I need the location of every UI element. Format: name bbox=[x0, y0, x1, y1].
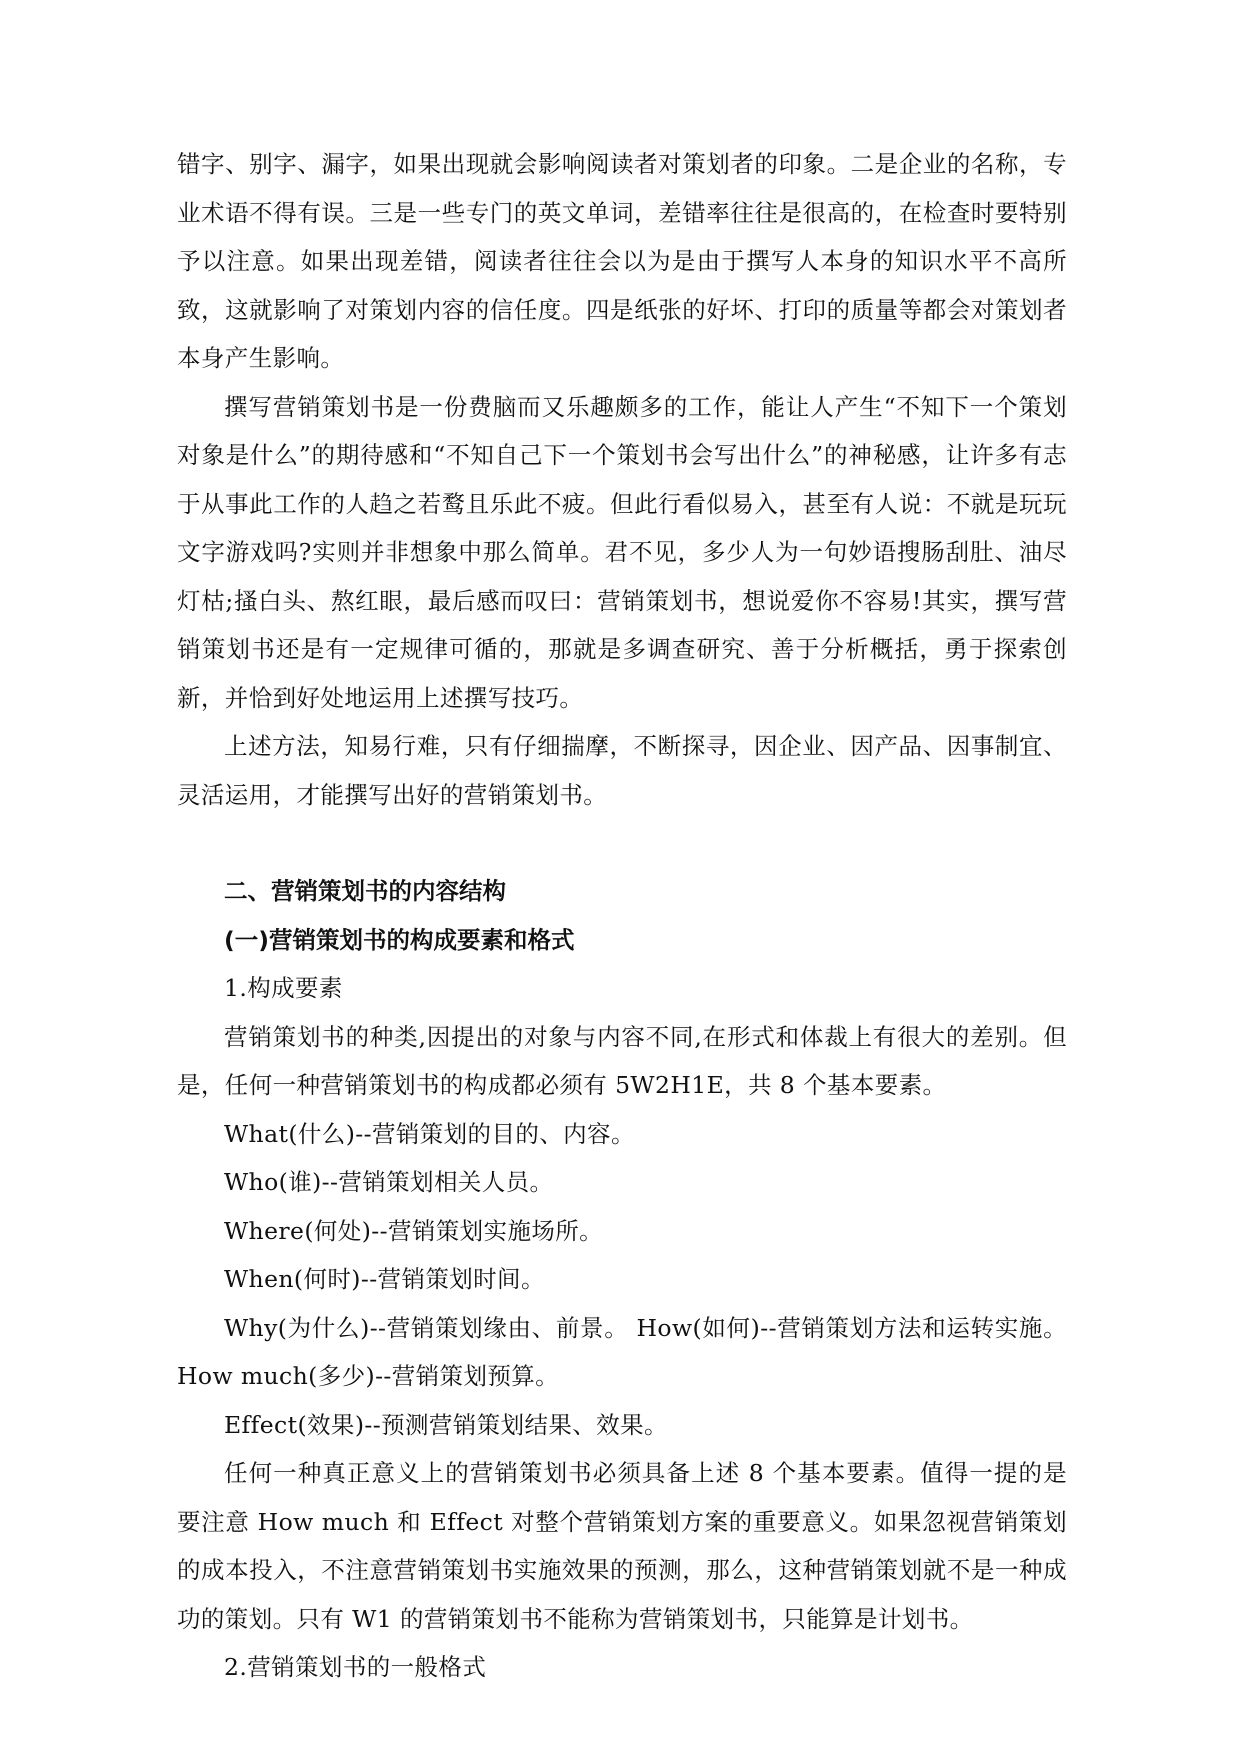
subsection-heading: (一)营销策划书的构成要素和格式 bbox=[224, 925, 575, 954]
item-title-format: 2.营销策划书的一般格式 bbox=[224, 1653, 487, 1681]
element-item-when: When(何时)--营销策划时间。 bbox=[224, 1265, 545, 1293]
paragraph-method-summary: 上述方法，知易行难，只有仔细揣摩，不断探寻，因企业、因产品、因事制宜、灵活运用，才能撰写出好的营销策划书。 bbox=[177, 732, 1067, 809]
paragraph-writing-experience: 撰写营销策划书是一份费脑而又乐趣颇多的工作，能让人产生“不知下一个策划对象是什么”的期待感和“不知自己下一个策划书会写出什么”的神秘感，让许多有志于从事此工作的人趋之若鹜且乐此不疲。但此行看似易入，甚至有人说：不就是玩玩文字游戏吗?实则并非想象中那么简单。君不见，多少人为一句妙语搜肠刮肚、油尽灯枯;搔白头、熬红眼，最后感而叹曰：营销策划书，想说爱你不容易!其实，撰写营销策划书还是有一定规律可循的，那就是多调查研究、善于分析概括，勇于探索创新，并恰到好处地运用上述撰写技巧。 bbox=[177, 392, 1067, 712]
element-item-effect: Effect(效果)--预测营销策划结果、效果。 bbox=[224, 1410, 668, 1439]
element-item-what: What(什么)--营销策划的目的、内容。 bbox=[224, 1119, 635, 1148]
element-item-why-how: Why(为什么)--营销策划缘由、前景。 How(如何)--营销策划方法和运转实施。How much(多少)--营销策划预算。 bbox=[177, 1313, 1067, 1390]
element-item-who: Who(谁)--营销策划相关人员。 bbox=[224, 1168, 554, 1196]
paragraph-elements-closing: 任何一种真正意义上的营销策划书必须具备上述 8 个基本要素。值得一提的是要注意 How much 和 Effect 对整个营销策划方案的重要意义。如果忽视营销策划的成本投入，不注意营销策划书实施效果的预测，那么，这种营销策划就不是一种成功的策划。只有 W1 的营销策划书不能称为营销策划书，只能算是计划书。 bbox=[177, 1459, 1067, 1633]
paragraph-continuation: 错字、别字、漏字，如果出现就会影响阅读者对策划者的印象。二是企业的名称，专业术语不得有误。三是一些专门的英文单词，差错率往往是很高的，在检查时要特别予以注意。如果出现差错，阅读者往往会以为是由于撰写人本身的知识水平不高所致，这就影响了对策划内容的信任度。四是纸张的好坏、打印的质量等都会对策划者本身产生影响。 bbox=[177, 150, 1067, 372]
element-item-where: Where(何处)--营销策划实施场所。 bbox=[224, 1216, 604, 1245]
paragraph-elements-intro: 营销策划书的种类,因提出的对象与内容不同,在形式和体裁上有很大的差别。但是，任何一种营销策划书的构成都必须有 5W2H1E，共 8 个基本要素。 bbox=[177, 1022, 1067, 1099]
document-page bbox=[177, 140, 1067, 1692]
section-heading: 二、营销策划书的内容结构 bbox=[224, 877, 506, 905]
section-spacer bbox=[177, 819, 1067, 867]
item-title-elements: 1.构成要素 bbox=[224, 974, 343, 1002]
